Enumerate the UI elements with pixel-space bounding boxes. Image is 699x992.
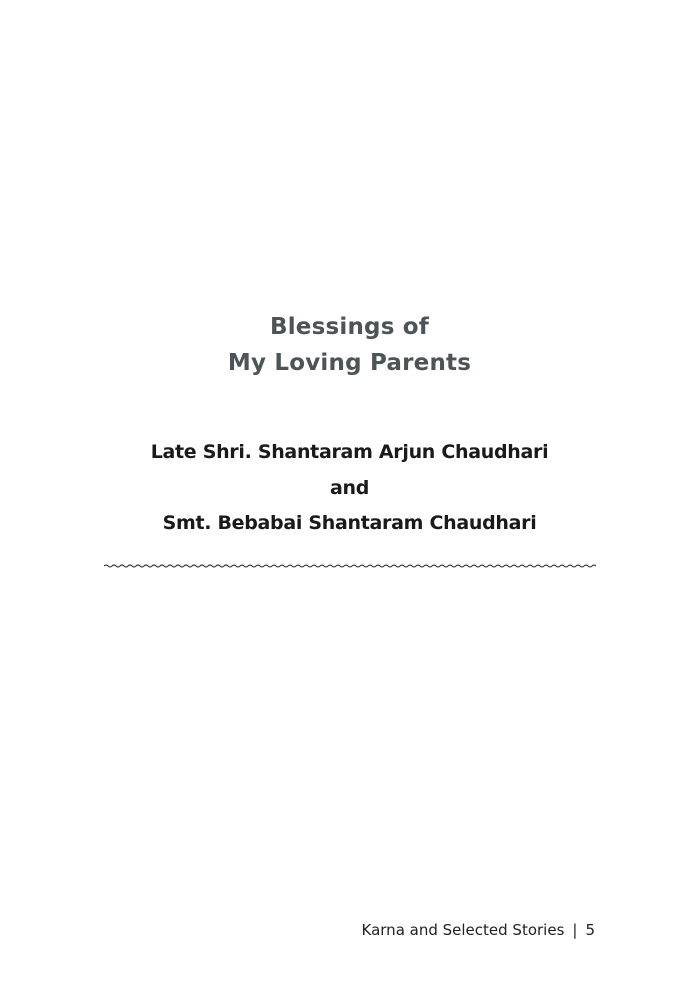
conjunction-text: and bbox=[329, 477, 370, 499]
footer-book-title: Karna and Selected Stories bbox=[361, 921, 565, 939]
dedication-heading-line2: My Loving Parents bbox=[227, 350, 472, 376]
wavy-divider bbox=[104, 560, 596, 572]
page-footer bbox=[362, 920, 595, 940]
mother-name: Smt. Bebabai Shantaram Chaudhari bbox=[162, 512, 537, 534]
dedication-heading-line1: Blessings of bbox=[269, 314, 430, 340]
page-number: 5 bbox=[585, 921, 595, 939]
footer-separator: | bbox=[572, 921, 578, 939]
father-name: Late Shri. Shantaram Arjun Chaudhari bbox=[150, 441, 549, 463]
